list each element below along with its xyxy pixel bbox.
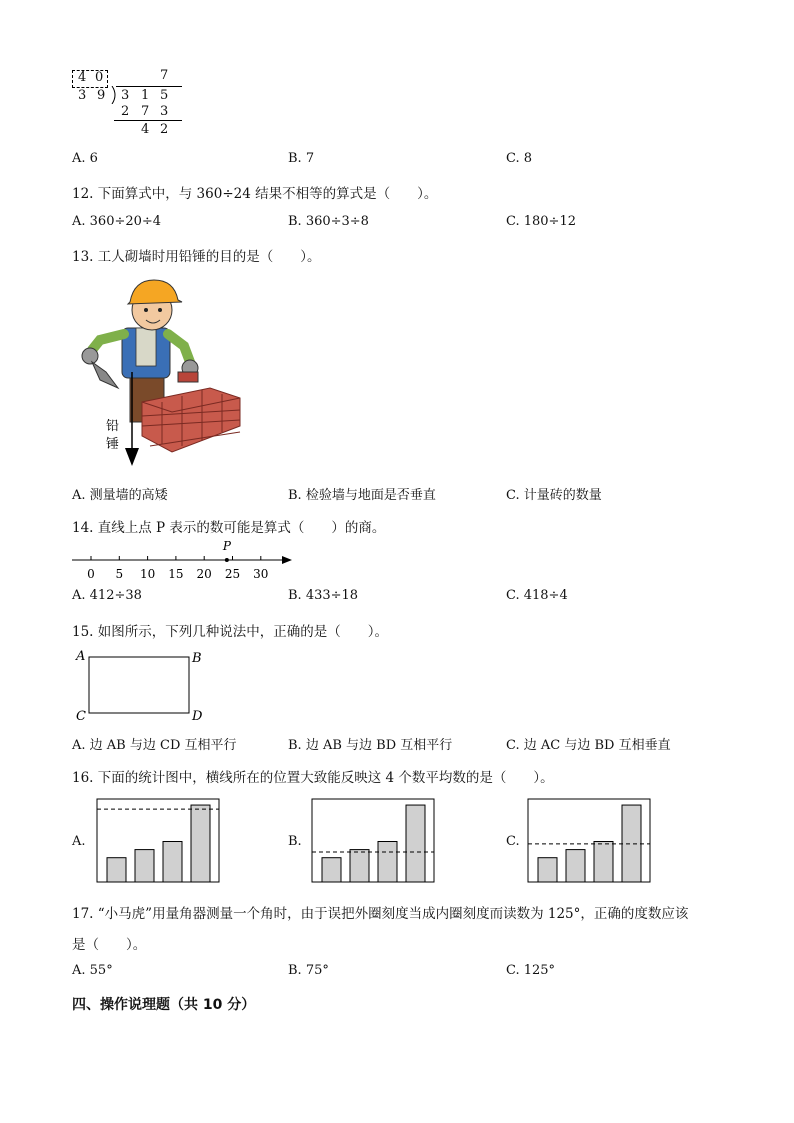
q15-option-a[interactable]: A. 边 AB 与边 CD 互相平行 — [72, 738, 237, 753]
q11-option-b[interactable]: B. 7 — [288, 151, 315, 166]
number-line-tick-label: 25 — [224, 567, 241, 581]
q16-chart-c — [527, 798, 651, 884]
q14-option-a[interactable]: A. 412÷38 — [72, 588, 142, 603]
section-title: 四、操作说理题（共 10 分） — [72, 997, 256, 1013]
q13-option-b[interactable]: B. 检验墙与地面是否垂直 — [288, 488, 436, 503]
bar — [135, 850, 154, 882]
q11-option-c[interactable]: C. 8 — [506, 151, 533, 166]
bar — [406, 805, 425, 882]
bar — [163, 842, 182, 883]
subtraction-line — [114, 120, 182, 121]
division-bar — [116, 86, 182, 87]
bar — [350, 850, 369, 882]
bar — [622, 805, 641, 882]
product-digit: 2 — [121, 104, 130, 119]
q12-text: 12. 下面算式中，与 360÷24 结果不相等的算式是（ ）。 — [72, 186, 438, 202]
q17-text-line2: 是（ ）。 — [72, 937, 147, 953]
divisor-digit: 9 — [97, 88, 106, 103]
vertex-a: A — [76, 649, 86, 664]
arrow-right-icon — [282, 556, 292, 564]
plumb-label-bottom: 锤 — [106, 437, 120, 452]
number-line-tick-label: 5 — [115, 567, 124, 581]
q17-option-b[interactable]: B. 75° — [288, 963, 329, 978]
bar — [378, 842, 397, 883]
vertex-d: D — [192, 709, 203, 724]
q12-option-b[interactable]: B. 360÷3÷8 — [288, 214, 369, 229]
q13-option-a[interactable]: A. 测量墙的高矮 — [72, 488, 168, 503]
q12-option-a[interactable]: A. 360÷20÷4 — [72, 214, 162, 229]
dividend-digit: 5 — [160, 88, 169, 103]
number-line — [70, 536, 295, 584]
number-line-tick-label: 30 — [253, 567, 269, 581]
number-line-tick-label: 15 — [168, 567, 184, 581]
bar — [107, 858, 126, 882]
divisor-digit: 3 — [78, 88, 87, 103]
q17-option-c[interactable]: C. 125° — [506, 963, 556, 978]
q17-option-a[interactable]: A. 55° — [72, 963, 113, 978]
q11-option-a[interactable]: A. 6 — [72, 151, 98, 166]
q14-text: 14. 直线上点 P 表示的数可能是算式（ ）的商。 — [72, 520, 386, 536]
q13-option-c[interactable]: C. 计量砖的数量 — [506, 488, 602, 503]
box-digit: 4 — [78, 70, 87, 85]
remainder-digit: 4 — [141, 122, 150, 137]
bar — [191, 805, 210, 882]
product-digit: 7 — [141, 104, 150, 119]
point-p-label: P — [222, 539, 231, 553]
number-line-tick-label: 20 — [196, 567, 212, 581]
q13-text: 13. 工人砌墙时用铅锤的目的是（ ）。 — [72, 249, 321, 265]
vertex-b: B — [192, 651, 202, 666]
quotient: 7 — [160, 68, 169, 83]
rectangle-abcd — [89, 657, 189, 713]
box-digit: 0 — [95, 70, 104, 85]
q16-text: 16. 下面的统计图中，横线所在的位置大致能反映这 4 个数平均数的是（ ）。 — [72, 770, 554, 786]
q16-option-b[interactable]: B. — [288, 834, 302, 849]
worker-illustration — [70, 276, 245, 468]
q14-option-c[interactable]: C. 418÷4 — [506, 588, 568, 603]
q15-option-c[interactable]: C. 边 AC 与边 BD 互相垂直 — [506, 738, 671, 753]
q15-text: 15. 如图所示，下列几种说法中，正确的是（ ）。 — [72, 624, 389, 640]
number-line-tick-label: 0 — [87, 567, 95, 581]
dividend-digit: 3 — [121, 88, 130, 103]
point-p — [225, 558, 229, 562]
vertex-c: C — [76, 709, 86, 724]
number-line-tick-label: 10 — [139, 567, 156, 581]
q17-text-line1: 17. “小马虎”用量角器测量一个角时，由于误把外圈刻度当成内圈刻度而读数为 125°，正确的度数应该 — [72, 906, 689, 922]
division-bracket — [110, 86, 120, 104]
q16-chart-b — [311, 798, 435, 884]
remainder-digit: 2 — [160, 122, 169, 137]
plumb-label-top: 铅 — [106, 419, 120, 434]
q14-option-b[interactable]: B. 433÷18 — [288, 588, 359, 603]
bar — [538, 858, 557, 882]
q16-option-a[interactable]: A. — [72, 834, 86, 849]
q16-option-c[interactable]: C. — [506, 834, 520, 849]
bar — [566, 850, 585, 882]
product-digit: 3 — [160, 104, 169, 119]
q16-chart-a — [96, 798, 220, 884]
bar — [322, 858, 341, 882]
rectangle-figure — [70, 644, 210, 724]
bar — [594, 842, 613, 883]
dividend-digit: 1 — [141, 88, 150, 103]
q15-option-b[interactable]: B. 边 AB 与边 BD 互相平行 — [288, 738, 453, 753]
q12-option-c[interactable]: C. 180÷12 — [506, 214, 576, 229]
